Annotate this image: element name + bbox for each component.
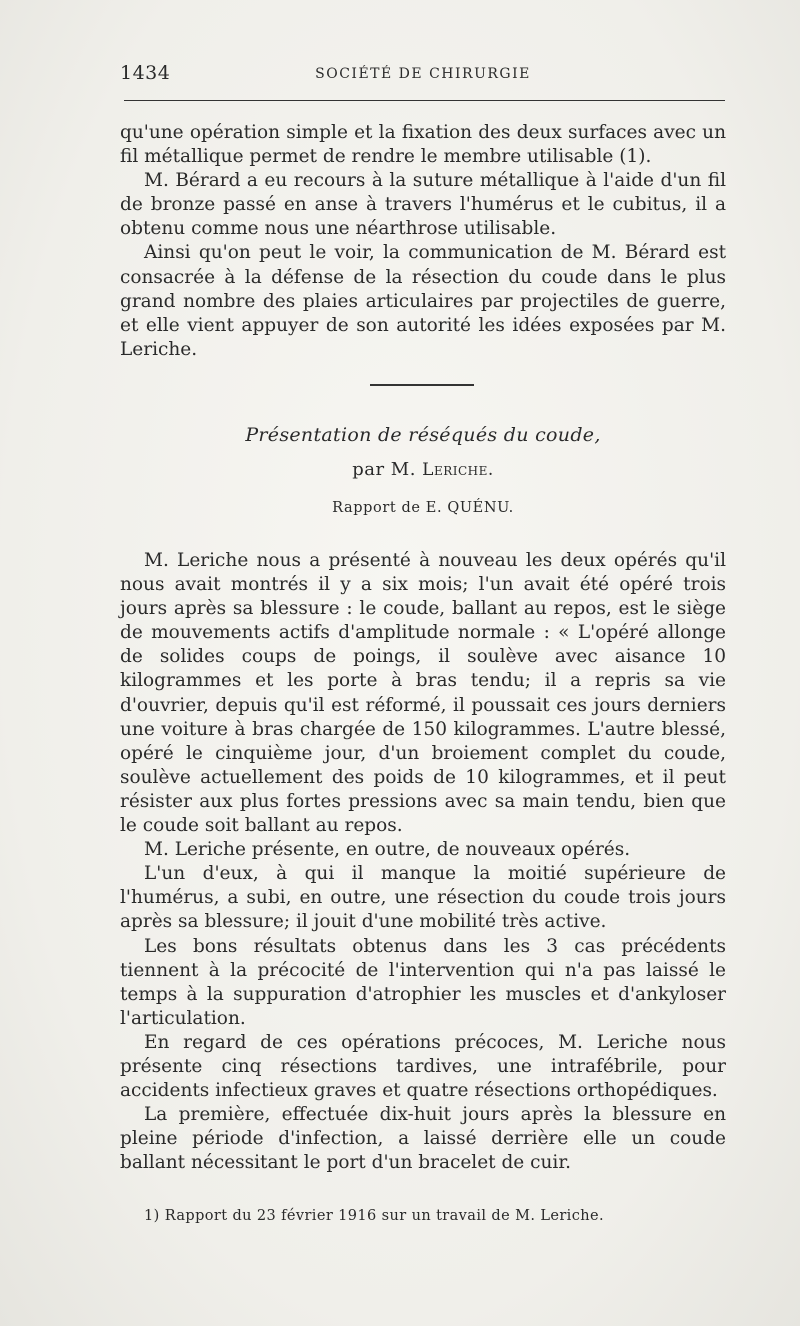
- paragraph: Ainsi qu'on peut le voir, la communication de M. Bérard est consacrée à la défense de la résection du coude dans le plus grand nombre des plaies articulaires par projectiles de guerre, et elle vient appuyer de son autorité les idées exposées par M. Leriche.: [120, 242, 726, 360]
- page-header: [120, 62, 726, 92]
- running-title: SOCIÉTÉ DE CHIRURGIE: [315, 66, 531, 82]
- paragraph: La première, effectuée dix-huit jours après la blessure en pleine période d'infection, a laissé derrière elle un coude ballant nécessitant le port d'un bracelet de cuir.: [120, 1104, 726, 1174]
- section-title: Présentation de réséqués du coude,: [245, 424, 601, 446]
- continuation-text: [120, 121, 726, 362]
- section-text: [120, 549, 726, 1175]
- page-number: 1434: [120, 62, 171, 84]
- byline-prefix: par M.: [352, 459, 416, 480]
- byline-author: Leriche.: [422, 460, 494, 480]
- paragraph: qu'une opération simple et la fixation des deux surfaces avec un fil métallique permet de rendre le membre utilisable (1).: [120, 122, 726, 168]
- paragraph: Les bons résultats obtenus dans les 3 cas précédents tiennent à la précocité de l'intervention qui n'a pas laissé le temps à la suppuration d'atrophier les muscles et d'ankyloser l'articulation.: [120, 935, 726, 1029]
- report-line: Rapport de E. QUÉNU.: [332, 500, 514, 516]
- paragraph: M. Leriche nous a présenté à nouveau les deux opérés qu'il nous avait montrés il y a six mois; l'un avait été opéré trois jours après sa blessure : le coude, ballant au repos, est le siège de mouvements actifs d'amplitude normale : « L'opéré allonge de solides coups de poings, il soulève avec aisance 10 kilogrammes et les porte à bras tendu; il a repris sa vie d'ouvrier, depuis qu'il est réformé, il poussait ces jours derniers une voiture à bras chargée de 150 kilogrammes. L'autre blessé, opéré le cinquième jour, d'un broiement complet du coude, soulève actuellement des poids de 10 kilogrammes, et il peut résister aux plus fortes pressions avec sa main tendu, bien que le coude soit ballant au repos.: [120, 550, 726, 837]
- paragraph: En regard de ces opérations précoces, M. Leriche nous présente cinq résections tardives, une intrafébrile, pour accidents infectieux graves et quatre résections orthopédiques.: [120, 1031, 726, 1102]
- section-separator: [370, 384, 474, 386]
- footnote: 1) Rapport du 23 février 1916 sur un travail de M. Leriche.: [144, 1208, 604, 1224]
- header-rule: [124, 100, 725, 101]
- section-byline: [120, 459, 726, 480]
- paragraph: M. Leriche présente, en outre, de nouveaux opérés.: [144, 839, 631, 861]
- paragraph: L'un d'eux, à qui il manque la moitié supérieure de l'humérus, a subi, en outre, une résection du coude trois jours après sa blessure; il jouit d'une mobilité très active.: [120, 863, 726, 933]
- paragraph: M. Bérard a eu recours à la suture métallique à l'aide d'un fil de bronze passé en anse à travers l'humérus et le cubitus, il a obtenu comme nous une néarthrose utilisable.: [120, 170, 726, 240]
